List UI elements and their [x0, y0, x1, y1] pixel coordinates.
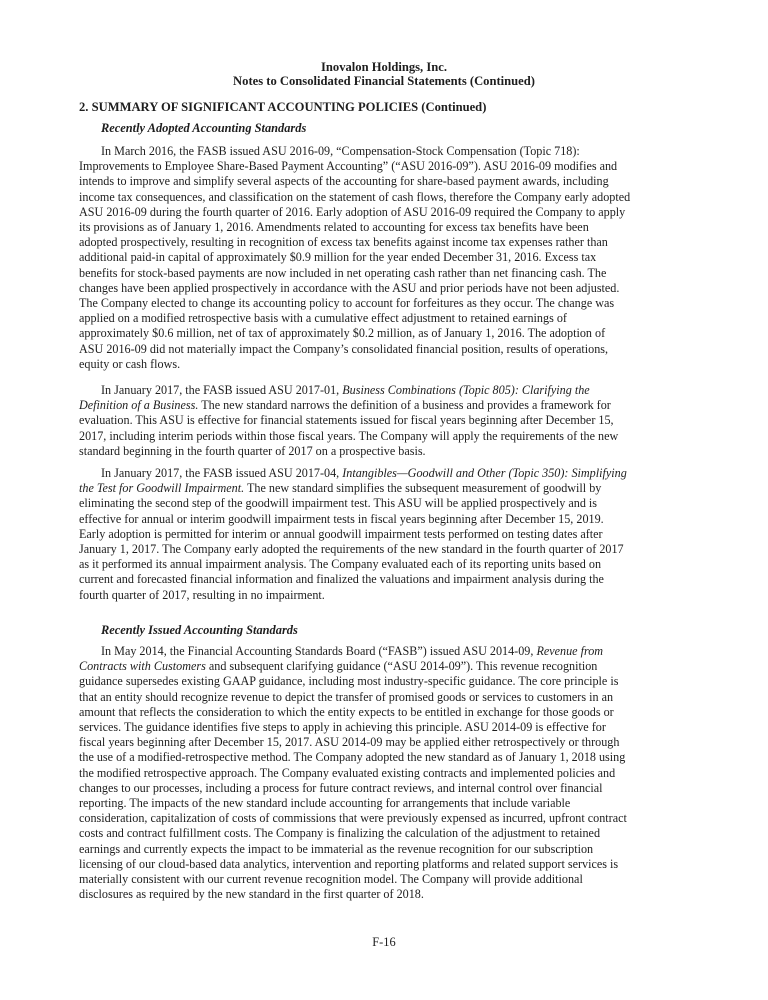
text-line	[79, 235, 699, 250]
paragraph-asu-2017-01	[79, 383, 699, 459]
text-segment: changes to our processes, including a process for future contract reviews, and internal control over financial	[79, 780, 603, 795]
text-segment: The Company elected to change its accounting policy to account for forfeitures as they occur. The change was	[79, 296, 615, 311]
text-line	[79, 342, 699, 357]
text-segment: eliminating the second step of the goodwill impairment test. This ASU will be applied prospectively and is	[79, 496, 598, 511]
text-segment: income tax consequences, and classification on the statement of cash flows, therefore the Company early adopted	[79, 189, 631, 204]
text-segment: intends to improve and simplify several aspects of the accounting for share-based payment awards, including	[79, 174, 609, 189]
company-name: Inovalon Holdings, Inc.	[321, 60, 447, 74]
text-line	[79, 811, 699, 826]
text-line	[79, 429, 699, 444]
text-segment: consideration, capitalization of costs of commissions that were previously expensed as incurred, upfront contract	[79, 811, 627, 826]
text-segment: In May 2014, the Financial Accounting Standards Board (“FASB”) issued ASU 2014-09,	[101, 644, 537, 658]
text-line	[79, 481, 699, 496]
italic-text: Definition of a Business.	[79, 398, 199, 413]
text-line	[79, 857, 699, 872]
text-line	[79, 383, 699, 398]
text-line	[79, 512, 699, 527]
text-segment: as it performed its annual impairment analysis. The Company evaluated each of its reporting units based on	[79, 557, 602, 572]
text-line	[79, 527, 699, 542]
section-heading: 2. SUMMARY OF SIGNIFICANT ACCOUNTING POLICIES (Continued)	[79, 100, 487, 114]
text-segment: benefits for stock-based payments are now included in net operating cash rather than net financing cash. The	[79, 265, 607, 280]
text-segment: licensing of our cloud-based data analytics, intervention and reporting platforms and related support services is	[79, 856, 619, 871]
text-segment: Improvements to Employee Share-Based Payment Accounting” (“ASU 2016-09”). ASU 2016-09 modifies and	[79, 159, 618, 174]
text-segment: fiscal years beginning after December 15, 2017. ASU 2014-09 may be applied either retrospectively or through	[79, 735, 620, 750]
subheading-recently-issued: Recently Issued Accounting Standards	[101, 623, 298, 637]
paragraph-asu-2016-09	[79, 144, 699, 372]
text-line	[79, 311, 699, 326]
text-line	[79, 781, 699, 796]
text-line	[79, 413, 699, 428]
text-line	[79, 690, 699, 705]
text-segment: effective for annual or interim goodwill impairment tests in fiscal years beginning after December 15, 2019.	[79, 511, 604, 526]
text-line	[79, 266, 699, 281]
text-line	[79, 750, 699, 765]
text-line	[79, 250, 699, 265]
text-segment: its provisions as of January 1, 2016. Amendments related to accounting for excess tax benefits have been	[79, 220, 589, 235]
text-line	[79, 705, 699, 720]
text-segment: earnings and currently expects the impact to be immaterial as the revenue recognition for our subscription	[79, 841, 594, 856]
text-segment: the use of a modified-retrospective method. The Company adopted the new standard as of January 1, 2018 using	[79, 750, 626, 765]
text-line	[79, 720, 699, 735]
text-segment: services. The guidance identifies five steps to apply in achieving this principle. ASU 2014-09 is effective for	[79, 720, 606, 735]
text-line	[79, 872, 699, 887]
text-segment: In March 2016, the FASB issued ASU 2016-09, “Compensation-Stock Compensation (Topic 718):	[101, 144, 580, 158]
italic-text: the Test for Goodwill Impairment.	[79, 481, 245, 496]
text-line	[79, 159, 699, 174]
text-segment: costs and contract fulfillment costs. The Company is finalizing the calculation of the adjustment to retained	[79, 826, 601, 841]
text-segment: January 1, 2017. The Company early adopted the requirements of the new standard in the fourth quarter of 2017	[79, 542, 624, 557]
paragraph-asu-2014-09	[79, 644, 699, 902]
text-line	[79, 644, 699, 659]
document-title: Notes to Consolidated Financial Statements (Continued)	[233, 73, 535, 88]
text-line	[79, 842, 699, 857]
text-segment: the modified retrospective approach. The Company evaluated existing contracts and implemented policies and	[79, 765, 616, 780]
text-segment: that an entity should recognize revenue to depict the transfer of promised goods or services to customers in an	[79, 689, 614, 704]
text-segment: applied on a modified retrospective basis with a cumulative effect adjustment to retained earnings of	[79, 311, 567, 326]
text-line	[79, 659, 699, 674]
text-segment: current and forecasted financial information and finalized the valuations and impairment analysis during the	[79, 572, 604, 587]
text-line	[79, 205, 699, 220]
page-number: F-16	[372, 935, 396, 949]
text-segment: ASU 2016-09 did not materially impact the Company’s consolidated financial position, results of operations,	[79, 341, 609, 356]
text-line	[79, 190, 699, 205]
subheading-recently-adopted: Recently Adopted Accounting Standards	[101, 121, 307, 135]
text-line	[79, 557, 699, 572]
text-segment: and subsequent clarifying guidance (“ASU 2014-09”). This revenue recognition	[205, 659, 598, 674]
text-segment: ASU 2016-09 during the fourth quarter of 2016. Early adoption of ASU 2016-09 required the Company to apply	[79, 204, 626, 219]
text-segment: reporting. The impacts of the new standard include accounting for arrangements that include variable	[79, 796, 571, 811]
text-line	[79, 326, 699, 341]
page-header	[0, 61, 768, 88]
text-segment: materially consistent with our current revenue recognition model. The Company will provide additional	[79, 872, 583, 887]
text-line	[79, 735, 699, 750]
text-line	[79, 796, 699, 811]
text-segment: adopted prospectively, resulting in recognition of excess tax benefits against income tax expenses rather than	[79, 235, 608, 250]
text-segment: evaluation. This ASU is effective for financial statements issued for fiscal years beginning after December 15,	[79, 413, 614, 428]
text-segment: amount that reflects the consideration to which the entity expects to be entitled in exchange for those goods or	[79, 704, 614, 719]
paragraph-asu-2017-04	[79, 466, 699, 603]
text-segment: disclosures as required by the new standard in the first quarter of 2018.	[79, 887, 424, 902]
text-segment: standard beginning in the fourth quarter of 2017 on a prospective basis.	[79, 443, 426, 458]
text-segment: equity or cash flows.	[79, 356, 181, 371]
text-segment: fourth quarter of 2017, resulting in no impairment.	[79, 587, 325, 602]
text-line	[79, 542, 699, 557]
text-segment: changes have been applied prospectively in accordance with the ASU and prior periods have not been adjusted.	[79, 280, 620, 295]
text-line	[79, 887, 699, 902]
text-segment: In January 2017, the FASB issued ASU 2017-04,	[101, 466, 343, 480]
text-line	[79, 466, 699, 481]
text-line	[79, 826, 699, 841]
text-line	[79, 496, 699, 511]
text-line	[79, 444, 699, 459]
text-segment: approximately $0.6 million, net of tax of approximately $0.2 million, as of January 1, 2016. The adoption of	[79, 326, 606, 341]
text-line	[79, 572, 699, 587]
text-line	[79, 220, 699, 235]
italic-text: Intangibles—Goodwill and Other (Topic 350): Simplifying	[342, 466, 627, 480]
text-segment: The new standard simplifies the subsequent measurement of goodwill by	[244, 481, 602, 496]
text-line	[79, 281, 699, 296]
text-segment: 2017, including interim periods within those fiscal years. The Company will apply the requirements of the new	[79, 428, 619, 443]
text-line	[79, 674, 699, 689]
text-line	[79, 357, 699, 372]
text-segment: guidance supersedes existing GAAP guidance, including most industry-specific guidance. The core principle is	[79, 674, 619, 689]
italic-text: Business Combinations (Topic 805): Clarifying the	[342, 383, 590, 397]
text-line	[79, 588, 699, 603]
italic-text: Revenue from	[536, 644, 604, 658]
text-segment: Early adoption is permitted for interim or annual goodwill impairment tests performed on testing dates after	[79, 526, 603, 541]
text-segment: In January 2017, the FASB issued ASU 2017-01,	[101, 383, 343, 397]
text-line	[79, 174, 699, 189]
text-line	[79, 144, 699, 159]
text-segment: additional paid-in capital of approximately $0.9 million for the year ended December 31, 2016. Excess tax	[79, 250, 597, 265]
text-line	[79, 398, 699, 413]
text-line	[79, 296, 699, 311]
text-segment: The new standard narrows the definition of a business and provides a framework for	[198, 398, 611, 413]
italic-text: Contracts with Customers	[79, 659, 206, 674]
text-line	[79, 766, 699, 781]
